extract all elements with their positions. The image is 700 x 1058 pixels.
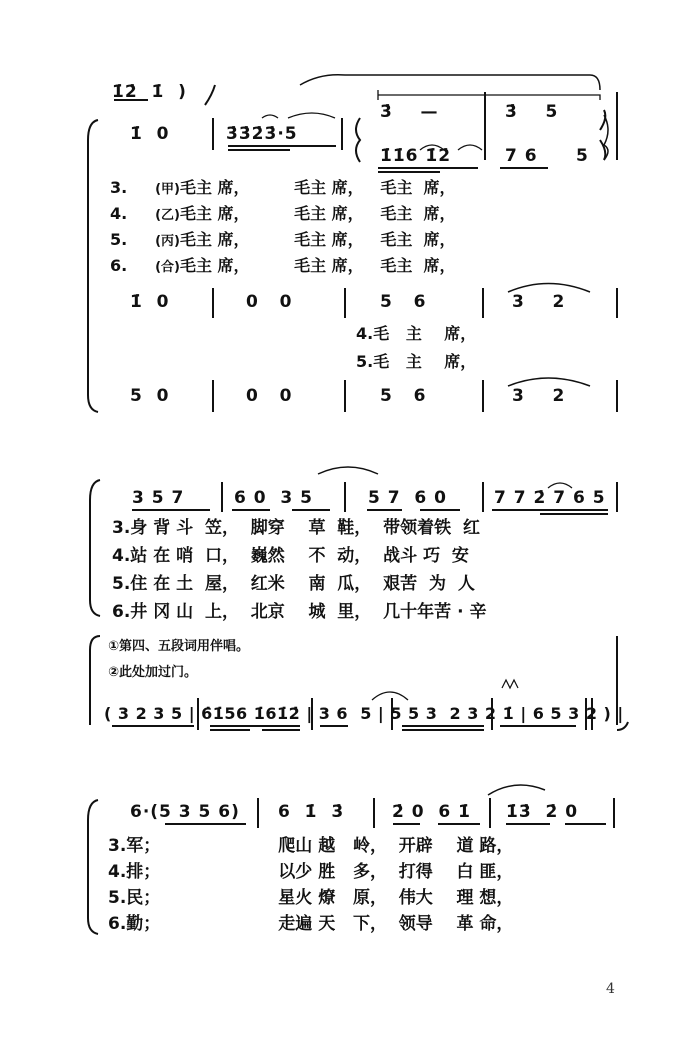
low-voice-bar4: 3 2: [512, 386, 566, 406]
lyric-line: 4.排； 以少 胜 多， 打得 白 匪，: [108, 862, 514, 882]
footnote: ①第四、五段词用伴唱。: [108, 639, 250, 654]
lyric-line: 6. (合)毛主 席， 毛主 席， 毛主 席，: [110, 256, 456, 275]
melody-bar3: 5 7 6 0: [368, 488, 447, 508]
low-voice-bar2: 0 0: [246, 386, 293, 406]
upper-voice-bar1: 1̇ 0: [130, 124, 170, 144]
melody-bar4: 1̇3̇ 2̇ 0: [506, 802, 579, 822]
lyric-line: 4.站 在 哨 口， 巍然 不 动， 战斗 巧 安: [112, 546, 469, 566]
lyric-line: 5. (丙)毛主 席， 毛主 席， 毛主 席，: [110, 230, 456, 249]
footnote: ②此处加过门。: [108, 665, 198, 680]
lyric-line: 5.民； 星火 燎 原， 伟大 理 想，: [108, 888, 514, 908]
lyric-line: 3.身 背 斗 笠， 脚穿 草 鞋， 带领着铁 红: [112, 518, 480, 538]
melody-bar1: 6·(5 3 5 6): [130, 802, 240, 822]
melody-bar1: 3 5 7: [132, 488, 185, 508]
middle-voice-bar1: 1̇ 0: [130, 292, 170, 312]
page-number: 4: [606, 981, 615, 997]
melody-bar2: 6 1̇ 3̇: [278, 802, 345, 822]
middle-voice-bar3: 5 6: [380, 292, 427, 312]
melody-bar4: 7 7 2̇ 7 6 5: [494, 488, 606, 508]
middle-lyric-line: 4.毛 主 席，: [356, 324, 477, 343]
lyric-line: 3. (甲)毛主 席， 毛主 席， 毛主 席，: [110, 178, 456, 197]
inner-voice-bar2: 7 6: [505, 146, 538, 166]
low-voice-bar3: 5 6: [380, 386, 427, 406]
inner-voice-bar3: 5: [576, 146, 589, 166]
lyric-line: 4. (乙)毛主 席， 毛主 席， 毛主 席，: [110, 204, 456, 223]
lyric-line: 6.井 冈 山 上， 北京 城 里， 几十年苦 · 辛: [112, 602, 487, 622]
upper-voice-bar2: 3̇3̇2̇3̇·5: [226, 124, 298, 144]
low-voice-bar1: 5 0: [130, 386, 170, 406]
lyric-line: 5.住 在 土 屋， 红米 南 瓜， 艰苦 为 人: [112, 574, 475, 594]
top-note-line: 1̇2̇ 1̇ ): [112, 82, 187, 102]
interlude-line: ( 3 2 3 5 | 6̇1̇56 1̇61̇2̇ | 3 6 5 | 5 5 3 2 3 2 1̇ | 6 5 3 2 ) |: [104, 704, 624, 723]
middle-voice-bar4: 3 2: [512, 292, 566, 312]
lyric-line: 6.勤； 走遍 天 下， 领导 革 命，: [108, 914, 514, 934]
upper-voice-bar3: 3̇ —: [380, 102, 439, 122]
melody-bar3: 2̇ 0 6 1̇: [392, 802, 471, 822]
middle-lyric-line: 5.毛 主 席，: [356, 352, 477, 371]
middle-voice-bar2: 0 0: [246, 292, 293, 312]
upper-voice-bar4: 3̇ 5: [505, 102, 559, 122]
melody-bar2: 6 0 3 5: [234, 488, 313, 508]
inner-voice-bar1: 1̇1̇6 1̇2̇: [380, 146, 452, 166]
lyric-line: 3.军； 爬山 越 岭， 开辟 道 路，: [108, 836, 514, 856]
